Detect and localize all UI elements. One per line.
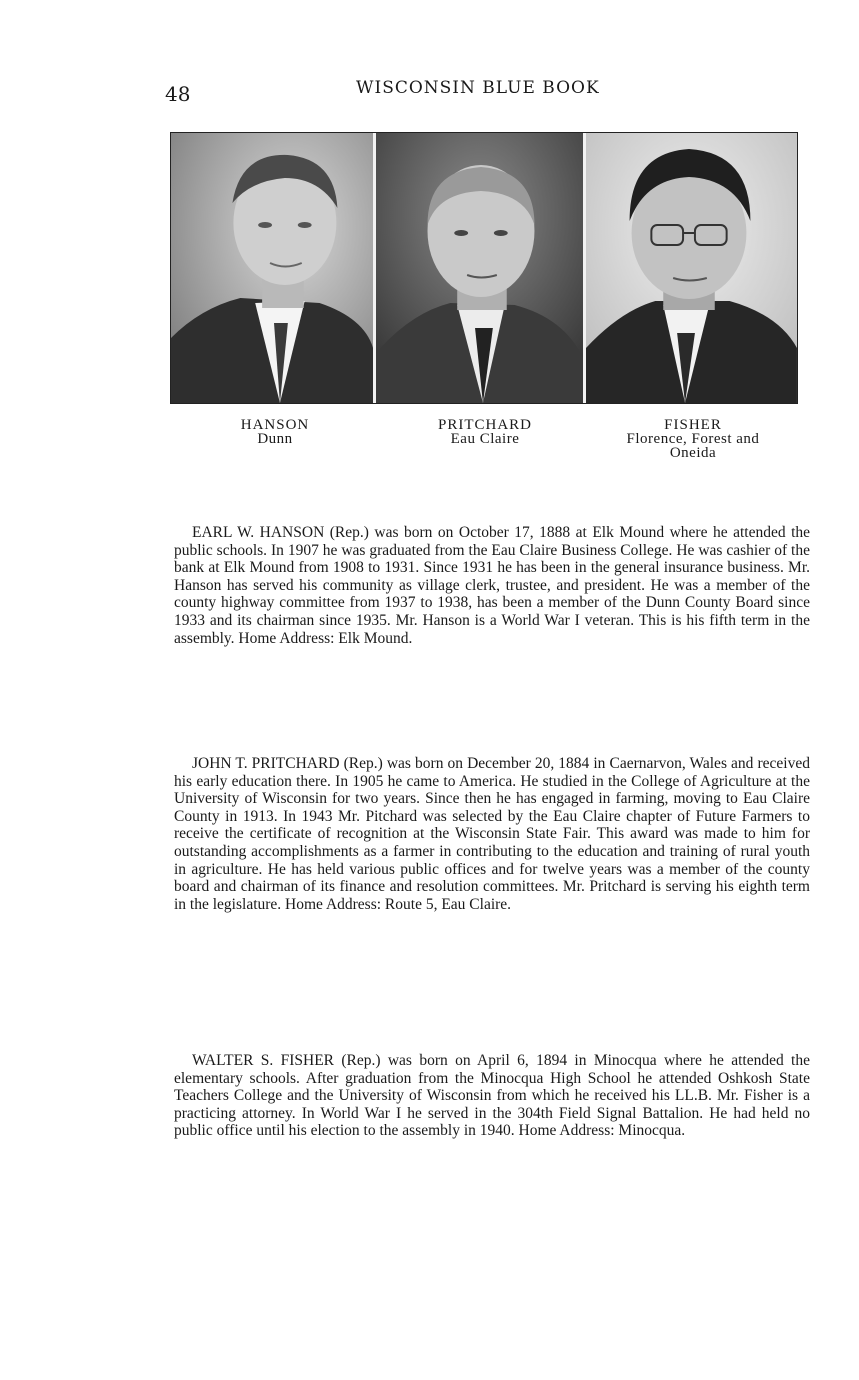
caption-hanson bbox=[170, 418, 380, 460]
bio-pritchard bbox=[174, 755, 810, 913]
running-head: WISCONSIN BLUE BOOK bbox=[356, 78, 600, 98]
portrait-photo-fisher bbox=[586, 133, 797, 403]
caption-district: Dunn bbox=[257, 431, 293, 447]
portrait-captions bbox=[170, 418, 796, 460]
page-number: 48 bbox=[165, 82, 191, 106]
bio-hanson bbox=[174, 524, 810, 647]
bio-pritchard-text: JOHN T. PRITCHARD (Rep.) was born on December 20, 1884 in Caernarvon, Wales and received his early education there. In 1905 he came to America. He studied in the College of Agriculture at the University of Wisconsin for two years. Since then he has engaged in farming, moving to Eau Claire County in 1913. In 1943 Mr. Pitchard was selected by the Eau Claire chapter of Future Farmers to receive the certificate of recognition at the Wisconsin State Fair. This award was made to him for outstanding accomplishments as a farmer in contributing to the education and training of rural youth in agriculture. He has held various public offices and for twelve years was a member of the county board and chairman of its finance and resolution committees. Mr. Pritchard is serving his eighth term in the legislature. Home Address: Route 5, Eau Claire. bbox=[174, 755, 810, 913]
portrait-photo-strip bbox=[170, 132, 798, 404]
caption-fisher bbox=[590, 418, 796, 460]
caption-name: FISHER bbox=[664, 417, 722, 433]
bio-hanson-text: EARL W. HANSON (Rep.) was born on October 17, 1888 at Elk Mound where he attended the public schools. In 1907 he was graduated from the Eau Claire Business College. He was cashier of the bank at Elk Mound from 1908 to 1931. Since 1931 he has been in the general insurance business. Mr. Hanson has served his community as village clerk, trustee, and president. He was a member of the county highway committee from 1937 to 1938, has been a member of the Dunn County Board since 1933 and its chairman since 1935. Mr. Hanson is a World War I veteran. This is his fifth term in the assembly. Home Address: Elk Mound. bbox=[174, 524, 810, 647]
portrait-photo-pritchard bbox=[376, 133, 586, 403]
caption-district: Eau Claire bbox=[450, 431, 520, 447]
caption-pritchard bbox=[380, 418, 590, 460]
caption-name: HANSON bbox=[240, 417, 310, 433]
caption-name: PRITCHARD bbox=[437, 417, 532, 433]
caption-district: Florence, Forest and Oneida bbox=[626, 431, 760, 461]
bio-fisher bbox=[174, 1052, 810, 1140]
bio-fisher-text: WALTER S. FISHER (Rep.) was born on April 6, 1894 in Minocqua where he attended the elementary schools. After graduation from the Minocqua High School he attended Oshkosh State Teachers College and the University of Wisconsin from which he received his LL.B. Mr. Fisher is a practicing attorney. In World War I he served in the 304th Field Signal Battalion. He had held no public office until his election to the assembly in 1940. Home Address: Minocqua. bbox=[174, 1052, 810, 1140]
portrait-photo-hanson bbox=[171, 133, 376, 403]
